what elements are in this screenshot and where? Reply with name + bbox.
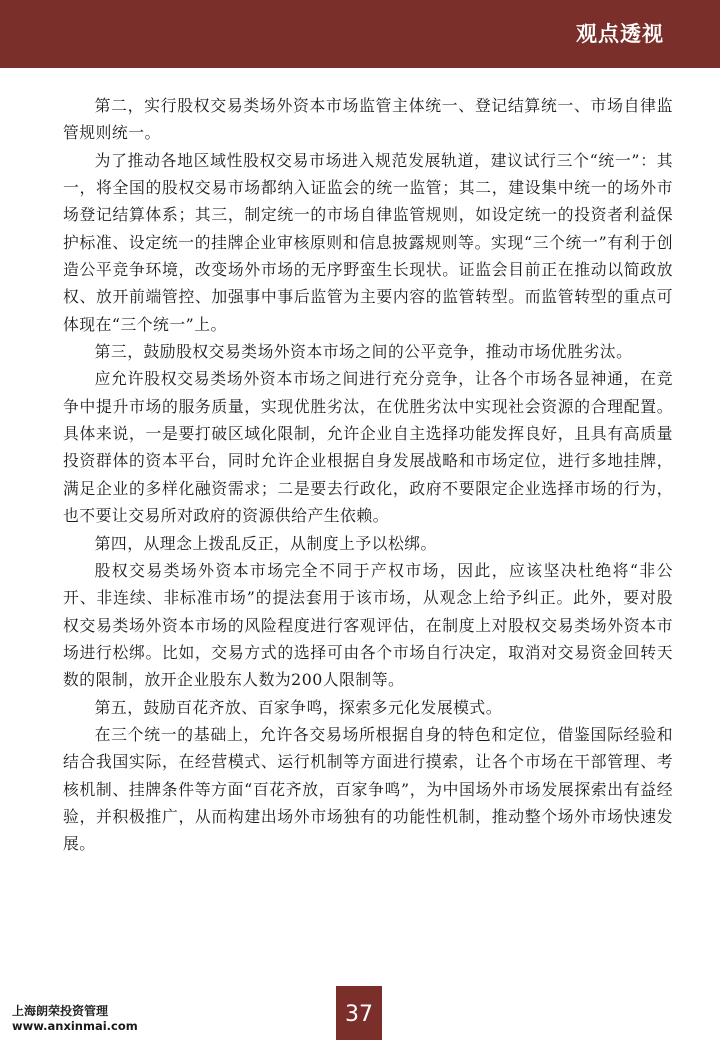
section-heading-4: 第四，从理念上拨乱反正，从制度上予以松绑。 (94, 533, 437, 553)
paragraph: 股权交易类场外资本市场完全不同于产权市场，因此，应该坚决杜绝将“非公开、非连续、非标准市场”的提法套用于该市场，从观念上给予纠正。此外，要对股权交易类场外资本市场的风险程度进行客观评估，在制度上对股权交易类场外资本市场进行松绑。比如，交易方式的选择可由各个市场自行决定，取消对交易资金回转天数的限制，放开企业股东人数为200人限制等。 (63, 560, 673, 690)
page-number: 37 (336, 986, 382, 1040)
paragraph: 在三个统一的基础上，允许各交易场所根据自身的特色和定位，借鉴国际经验和结合我国实际，在经营模式、运行机制等方面进行摸索，让各个市场在干部管理、考核机制、挂牌条件等方面“百花齐放，百家争鸣”，为中国场外市场发展探索出有益经验，并积极推广，从而构建出场外市场独有的功能性机制，推动整个场外市场快速发展。 (63, 724, 673, 854)
header-bar (0, 0, 720, 68)
section-title: 观点透视 (576, 22, 664, 46)
publisher-name: 上海朗荣投资管理 (12, 1004, 109, 1018)
section-heading-2: 第二，实行股权交易类场外资本市场监管主体统一、登记结算统一、市场自律监管规则统一。 (63, 96, 673, 143)
article-body (63, 92, 673, 858)
paragraph: 应允许股权交易类场外资本市场之间进行充分竞争，让各个市场各显神通，在竞争中提升市场的服务质量，实现优胜劣汰，在优胜劣汰中实现社会资源的合理配置。具体来说，一是要打破区域化限制，允许企业自主选择功能发挥良好，且具有高质量投资群体的资本平台，同时允许企业根据自身发展战略和市场定位，进行多地挂牌，满足企业的多样化融资需求；二是要去行政化，政府不要限定企业选择市场的行为，也不要让交易所对政府的资源供给产生依赖。 (63, 369, 673, 526)
section-heading-3: 第三，鼓励股权交易类场外资本市场之间的公平竞争，推动市场优胜劣汰。 (94, 342, 633, 362)
section-heading-5: 第五，鼓励百花齐放、百家争鸣，探索多元化发展模式。 (94, 697, 503, 717)
publisher-url[interactable]: www.anxinmai.com (12, 1019, 138, 1033)
paragraph: 为了推动各地区域性股权交易市场进入规范发展轨道，建议试行三个“统一”：其一，将全国的股权交易市场都纳入证监会的统一监管；其二，建设集中统一的场外市场登记结算体系；其三，制定统一的市场自律监管规则，如设定统一的投资者利益保护标准、设定统一的挂牌企业审核原则和信息披露规则等。实现“三个统一”有利于创造公平竞争环境，改变场外市场的无序野蛮生长现状。证监会目前正在推动以简政放权、放开前端管控、加强事中事后监管为主要内容的监管转型。而监管转型的重点可体现在“三个统一”上。 (63, 150, 673, 334)
footer-publisher (12, 1004, 212, 1034)
